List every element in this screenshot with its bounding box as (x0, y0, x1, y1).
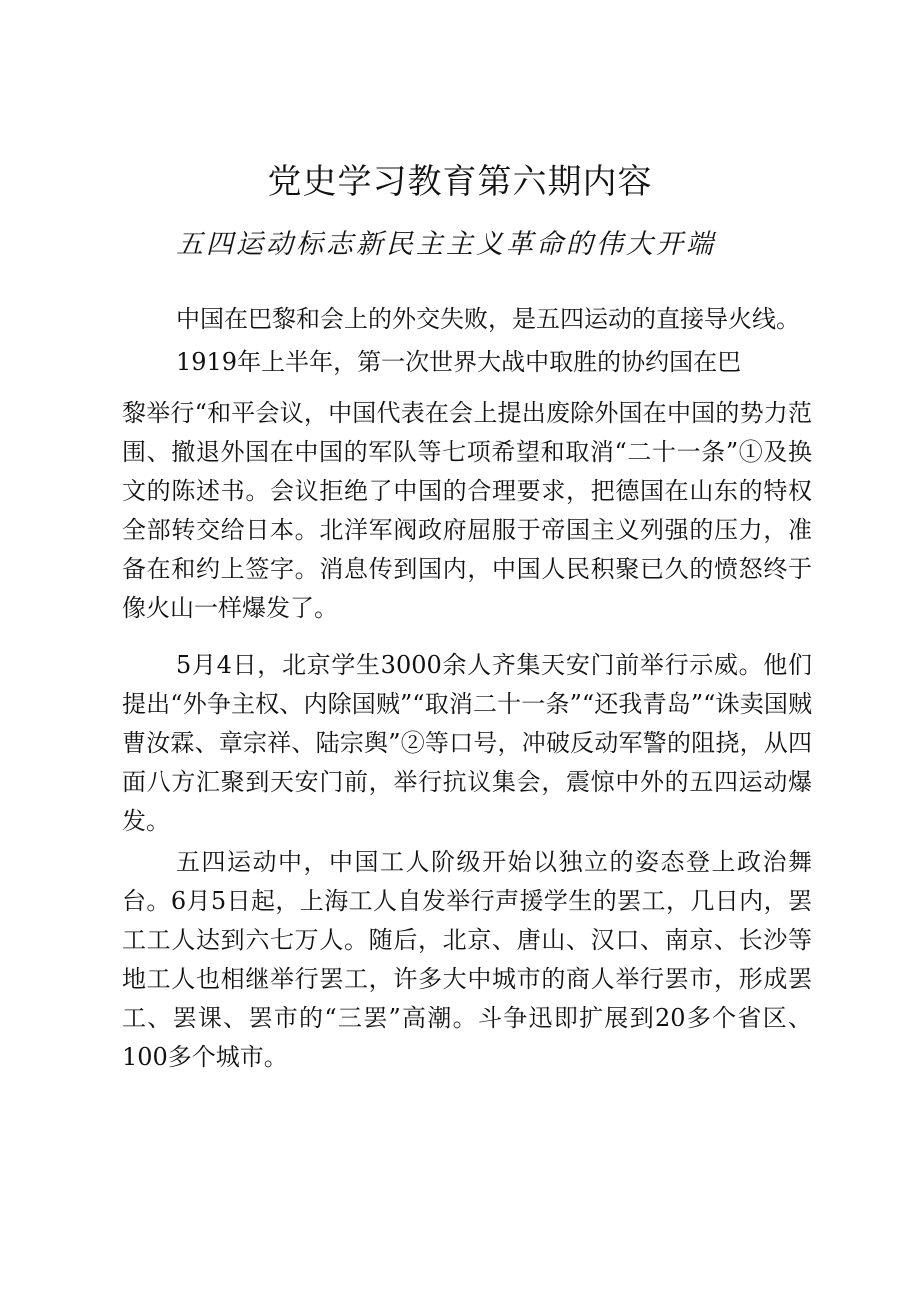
document-title: 党史学习教育第六期内容 (267, 162, 653, 202)
paragraph-1-line-2: 1919年上半年，第一次世界大战中取胜的协约国在巴 (176, 348, 742, 376)
document-subtitle: 五四运动标志新民主主义革命的伟大开端 (176, 229, 716, 260)
paragraph-2: 黎举行“和平会议，中国代表在会上提出废除外国在中国的势力范围、撤退外国在中国的军队等七项希望和取消“二十一条”①及换文的陈述书。会议拒绝了中国的合理要求，把德国在山东的特权全部转交给日本。北洋军阀政府屈服于帝国主义列强的压力，准备在和约上签字。消息传到国内，中国人民积聚已久的愤怒终于像火山一样爆发了。 (122, 399, 812, 622)
paragraph-1-line-1: 中国在巴黎和会上的外交失败，是五四运动的直接导火线。 (176, 305, 800, 333)
paragraph-3: 5月4日，北京学生3000余人齐集天安门前举行示威。他们提出“外争主权、内除国贼”“取消二十一条”“还我青岛”“诛卖国贼曹汝霖、章宗祥、陆宗舆”②等口号，冲破反动军警的阻挠，从四面八方汇聚到天安门前，举行抗议集会，震惊中外的五四运动爆发。 (122, 651, 812, 835)
paragraph-1 (122, 300, 812, 382)
paragraph-4: 五四运动中，中国工人阶级开始以独立的姿态登上政治舞台。6月5日起，上海工人自发举行声援学生的罢工，几日内，罢工工人达到六七万人。随后，北京、唐山、汉口、南京、长沙等地工人也相继举行罢工，许多大中城市的商人举行罢市，形成罢工、罢课、罢市的“三罢”高潮。斗争迅即扩展到20多个省区、100多个城市。 (122, 848, 812, 1071)
